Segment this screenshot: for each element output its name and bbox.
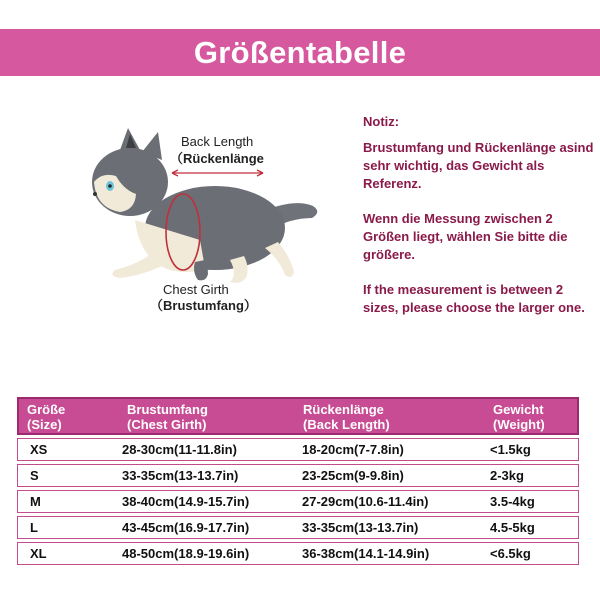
cell-size: XS: [30, 442, 48, 457]
cell-weight: 4.5-5kg: [490, 520, 535, 535]
cell-chest: 28-30cm(11-11.8in): [122, 442, 237, 457]
cell-back: 33-35cm(13-13.7in): [302, 520, 419, 535]
cell-weight: <6.5kg: [490, 546, 531, 561]
cell-chest: 48-50cm(18.9-19.6in): [122, 546, 250, 561]
note-paragraph-3: If the measurement is between 2 sizes, please choose the larger one.: [363, 282, 585, 315]
table-header: [17, 397, 579, 435]
header-back-length: Rückenlänge (Back Length): [303, 402, 390, 432]
table-row: [17, 464, 579, 487]
cell-size: XL: [30, 546, 47, 561]
chest-girth-label-de: （Brustumfang）: [150, 298, 257, 313]
cell-chest: 33-35cm(13-13.7in): [122, 468, 239, 483]
notes-title: Notiz:: [363, 114, 400, 129]
cell-weight: 2-3kg: [490, 468, 524, 483]
cell-chest: 38-40cm(14.9-15.7in): [122, 494, 250, 509]
cat-measurement-figure: [80, 120, 340, 320]
page-title: Größentabelle: [193, 34, 407, 70]
notes-panel: [363, 113, 600, 317]
table-row: [17, 516, 579, 539]
title-banner: [0, 29, 600, 76]
back-length-label: Back Length: [181, 134, 254, 149]
header-chest-girth: Brustumfang (Chest Girth): [127, 402, 208, 432]
cell-back: 36-38cm(14.1-14.9in): [302, 546, 430, 561]
header-weight: Gewicht (Weight): [493, 402, 545, 432]
table-row: [17, 542, 579, 565]
cell-size: L: [30, 520, 38, 535]
cell-back: 27-29cm(10.6-11.4in): [302, 494, 429, 509]
note-paragraph-1: Brustumfang und Rückenlänge asind sehr wichtig, das Gewicht als Referenz.: [363, 140, 594, 191]
table-row: [17, 438, 579, 461]
cell-weight: 3.5-4kg: [490, 494, 535, 509]
cell-weight: <1.5kg: [490, 442, 531, 457]
chest-girth-label: Chest Girth: [163, 282, 229, 297]
size-table: [17, 397, 579, 565]
cell-back: 18-20cm(7-7.8in): [302, 442, 404, 457]
note-paragraph-2: Wenn die Messung zwischen 2 Größen liegt, wählen Sie bitte die größere.: [363, 211, 568, 262]
back-length-label-de: （Rückenlänge: [170, 151, 264, 166]
header-size: Größe (Size): [27, 402, 66, 432]
cell-back: 23-25cm(9-9.8in): [302, 468, 404, 483]
cell-chest: 43-45cm(16.9-17.7in): [122, 520, 250, 535]
table-row: [17, 490, 579, 513]
cell-size: S: [30, 468, 39, 483]
cell-size: M: [30, 494, 41, 509]
